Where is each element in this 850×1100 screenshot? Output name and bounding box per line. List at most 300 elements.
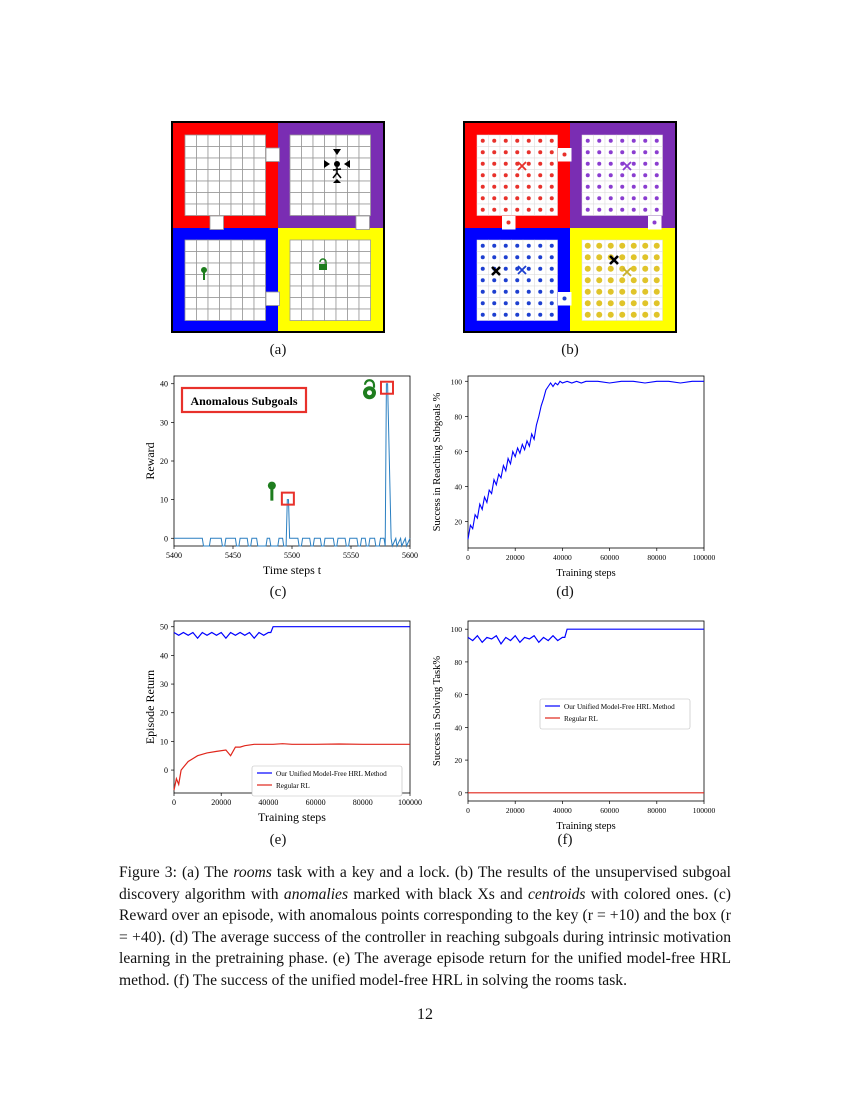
state-dot [527, 278, 531, 282]
grid-cell [313, 170, 325, 182]
subgoal-discovery-panel [462, 120, 678, 334]
x-axis-label: Training steps [556, 568, 616, 579]
grid-cell [243, 204, 255, 216]
grid-cell [254, 252, 266, 264]
figure-caption [119, 862, 731, 991]
state-dot [492, 208, 496, 212]
state-dot [515, 150, 519, 154]
state-dot [655, 173, 659, 177]
x-tick-label: 0 [172, 798, 176, 807]
legend-entry: Regular RL [564, 715, 598, 723]
y-tick-label: 60 [454, 690, 462, 700]
plot-frame [468, 376, 704, 548]
grid-cell [313, 158, 325, 170]
grid-cell [313, 204, 325, 216]
state-dot [504, 196, 508, 200]
state-dot [504, 162, 508, 166]
state-dot [643, 185, 647, 189]
state-dot [609, 162, 613, 166]
grid-cell [208, 263, 220, 275]
grid-cell [197, 298, 209, 310]
grid-cell [231, 181, 243, 193]
state-dot [643, 196, 647, 200]
state-dot [515, 290, 519, 294]
state-dot [504, 244, 508, 248]
grid-cell [290, 158, 302, 170]
x-tick-label: 40000 [553, 553, 572, 562]
grid-cell [243, 135, 255, 147]
grid-cell [197, 240, 209, 252]
state-dot [608, 243, 614, 249]
grid-cell [290, 309, 302, 321]
grid-cell [302, 158, 314, 170]
grid-cell [336, 298, 348, 310]
grid-cell [359, 158, 371, 170]
state-dot [596, 300, 602, 306]
grid-cell [220, 204, 232, 216]
grid-cell [197, 170, 209, 182]
state-dot [631, 289, 637, 295]
subgoal-success-chart [428, 368, 716, 583]
state-dot [563, 153, 567, 157]
state-dot [527, 185, 531, 189]
grid-cell [208, 309, 220, 321]
state-dot [504, 313, 508, 317]
state-dot [550, 313, 554, 317]
legend-entry: Our Unified Model-Free HRL Method [564, 703, 675, 711]
panel-label-d: (d) [556, 584, 574, 600]
state-dot [563, 297, 567, 301]
grid-cell [313, 181, 325, 193]
state-dot [504, 139, 508, 143]
lock-icon [363, 380, 376, 399]
doorway-cell [266, 148, 280, 162]
panel-label-f: (f) [557, 832, 573, 848]
grid-cell [290, 286, 302, 298]
reward-chart [140, 368, 418, 583]
state-dot [550, 301, 554, 305]
grid-cell [243, 286, 255, 298]
grid-cell [197, 158, 209, 170]
state-dot [608, 289, 614, 295]
grid-cell [348, 263, 360, 275]
doorway-cell [210, 216, 224, 230]
state-dot [654, 312, 660, 318]
state-dot [585, 277, 591, 283]
x-tick-label: 5400 [166, 551, 182, 560]
state-dot [654, 289, 660, 295]
state-dot [586, 208, 590, 212]
key-anomaly-marker [282, 493, 294, 505]
state-dot [550, 244, 554, 248]
state-dot [632, 150, 636, 154]
state-dot [643, 150, 647, 154]
grid-cell [220, 181, 232, 193]
grid-cell [208, 170, 220, 182]
grid-cell [185, 158, 197, 170]
y-tick-label: 40 [454, 482, 462, 492]
state-dot [538, 173, 542, 177]
state-dot [492, 162, 496, 166]
y-tick-label: 20 [454, 517, 462, 527]
state-dot [481, 255, 485, 259]
state-dot [632, 185, 636, 189]
state-dot [504, 185, 508, 189]
grid-cell [359, 135, 371, 147]
state-dot [655, 150, 659, 154]
grid-cell [197, 204, 209, 216]
y-axis-label: Success in Reaching Subgoals % [432, 392, 443, 532]
state-dot [585, 300, 591, 306]
grid-cell [185, 275, 197, 287]
grid-cell [254, 204, 266, 216]
state-dot [492, 139, 496, 143]
state-dot [538, 301, 542, 305]
state-dot [585, 289, 591, 295]
state-dot [515, 301, 519, 305]
x-tick-label: 60000 [600, 806, 619, 815]
state-dot [527, 244, 531, 248]
grid-cell [197, 135, 209, 147]
state-dot [585, 254, 591, 260]
series-line-1 [174, 627, 410, 639]
grid-cell [254, 135, 266, 147]
x-tick-label: 5450 [225, 551, 241, 560]
grid-cell [243, 275, 255, 287]
series-line-1 [468, 381, 704, 539]
y-tick-label: 10 [160, 495, 168, 505]
state-dot [608, 277, 614, 283]
state-dot [550, 278, 554, 282]
series-line-1 [468, 629, 704, 644]
panel-label-a: (a) [269, 342, 287, 358]
state-dot [527, 139, 531, 143]
grid-cell [336, 309, 348, 321]
grid-cell [208, 275, 220, 287]
grid-cell [220, 158, 232, 170]
state-dot [631, 312, 637, 318]
grid-cell [185, 252, 197, 264]
grid-cell [254, 275, 266, 287]
grid-cell [220, 193, 232, 205]
state-dot [538, 290, 542, 294]
state-dot [492, 185, 496, 189]
state-dot [609, 208, 613, 212]
state-dot [654, 254, 660, 260]
y-tick-label: 30 [160, 680, 168, 690]
state-dot [643, 139, 647, 143]
state-dot [492, 290, 496, 294]
grid-cell [220, 147, 232, 159]
state-dot [550, 208, 554, 212]
state-dot [504, 208, 508, 212]
state-dot [653, 221, 657, 225]
state-dot [632, 196, 636, 200]
grid-cell [231, 204, 243, 216]
grid-cell [185, 240, 197, 252]
state-dot [481, 290, 485, 294]
grid-cell [231, 252, 243, 264]
state-dot [620, 196, 624, 200]
x-tick-label: 100000 [692, 553, 716, 562]
state-dot [609, 173, 613, 177]
state-dot [538, 255, 542, 259]
grid-cell [220, 240, 232, 252]
state-dot [504, 255, 508, 259]
state-dot [586, 150, 590, 154]
x-tick-label: 5550 [343, 551, 359, 560]
state-dot [492, 244, 496, 248]
state-dot [515, 139, 519, 143]
state-dot [596, 312, 602, 318]
state-dot [492, 278, 496, 282]
grid-cell [197, 147, 209, 159]
state-dot [620, 150, 624, 154]
grid-cell [220, 286, 232, 298]
state-dot [609, 196, 613, 200]
state-dot [655, 185, 659, 189]
state-dot [631, 243, 637, 249]
grid-cell [208, 240, 220, 252]
grid-cell [302, 170, 314, 182]
state-dot [619, 254, 625, 260]
x-axis-label: Training steps [556, 821, 616, 832]
grid-cell [348, 286, 360, 298]
x-axis-label: Time steps t [262, 563, 322, 577]
y-tick-label: 30 [160, 418, 168, 428]
grid-cell [220, 275, 232, 287]
grid-cell [185, 263, 197, 275]
caption-centroids: centroids [528, 885, 586, 903]
x-tick-label: 20000 [505, 806, 525, 815]
state-dot [586, 196, 590, 200]
y-tick-label: 40 [454, 723, 462, 733]
grid-cell [290, 298, 302, 310]
grid-cell [302, 193, 314, 205]
grid-cell [254, 309, 266, 321]
state-dot [550, 255, 554, 259]
grid-cell [359, 298, 371, 310]
state-dot [481, 244, 485, 248]
x-tick-label: 100000 [692, 806, 716, 815]
grid-cell [302, 309, 314, 321]
state-dot [619, 289, 625, 295]
grid-cell [197, 193, 209, 205]
state-dot [481, 196, 485, 200]
legend-entry: Our Unified Model-Free HRL Method [276, 770, 387, 778]
grid-cell [185, 135, 197, 147]
grid-cell [348, 252, 360, 264]
grid-cell [325, 204, 337, 216]
state-dot [538, 196, 542, 200]
state-dot [631, 300, 637, 306]
grid-cell [290, 193, 302, 205]
grid-cell [254, 286, 266, 298]
grid-cell [243, 170, 255, 182]
state-dot [620, 173, 624, 177]
grid-cell [254, 170, 266, 182]
grid-cell [302, 147, 314, 159]
grid-cell [336, 252, 348, 264]
state-dot [654, 300, 660, 306]
grid-cell [359, 204, 371, 216]
state-dot [550, 150, 554, 154]
y-tick-label: 80 [454, 657, 462, 667]
state-dot [632, 173, 636, 177]
state-dot [515, 313, 519, 317]
caption-text: task with a key and a lock. (b) The results of the unsupervised subgoal discovery algorithm with [119, 864, 732, 903]
state-dot [585, 312, 591, 318]
grid-cell [290, 147, 302, 159]
grid-cell [254, 263, 266, 275]
grid-cell [231, 147, 243, 159]
doorway-cell [266, 292, 280, 306]
state-dot [550, 162, 554, 166]
y-tick-label: 80 [454, 412, 462, 422]
y-tick-label: 50 [160, 622, 168, 632]
episode-return-chart [140, 615, 422, 830]
state-dot [642, 254, 648, 260]
state-dot [515, 278, 519, 282]
grid-cell [313, 275, 325, 287]
state-dot [597, 139, 601, 143]
grid-cell [290, 263, 302, 275]
state-dot [655, 139, 659, 143]
state-dot [620, 185, 624, 189]
state-dot [550, 185, 554, 189]
state-dot [515, 244, 519, 248]
state-dot [550, 290, 554, 294]
grid-cell [231, 240, 243, 252]
grid-cell [336, 286, 348, 298]
grid-cell [243, 240, 255, 252]
state-dot [492, 150, 496, 154]
grid-cell [325, 298, 337, 310]
grid-cell [302, 263, 314, 275]
grid-cell [313, 252, 325, 264]
state-dot [608, 266, 614, 272]
state-dot [492, 255, 496, 259]
grid-cell [348, 298, 360, 310]
grid-cell [208, 147, 220, 159]
y-axis-label: Episode Return [143, 669, 157, 745]
state-dot [507, 221, 511, 225]
grid-cell [359, 240, 371, 252]
state-dot [597, 150, 601, 154]
grid-cell [197, 275, 209, 287]
legend-entry: Regular RL [276, 782, 310, 790]
state-dot [538, 244, 542, 248]
state-dot [527, 208, 531, 212]
grid-cell [313, 309, 325, 321]
y-tick-label: 0 [164, 766, 168, 776]
grid-cell [220, 170, 232, 182]
state-dot [632, 139, 636, 143]
y-tick-label: 10 [160, 737, 168, 747]
grid-cell [290, 252, 302, 264]
state-dot [504, 301, 508, 305]
state-dot [597, 162, 601, 166]
state-dot [527, 162, 531, 166]
state-dot [492, 313, 496, 317]
grid-cell [359, 252, 371, 264]
x-tick-label: 80000 [352, 798, 373, 807]
grid-cell [208, 158, 220, 170]
grid-cell [197, 309, 209, 321]
y-tick-label: 100 [450, 625, 462, 635]
x-tick-label: 20000 [505, 553, 525, 562]
grid-cell [185, 193, 197, 205]
grid-cell [336, 275, 348, 287]
x-tick-label: 20000 [211, 798, 232, 807]
grid-cell [231, 275, 243, 287]
grid-cell [231, 263, 243, 275]
x-tick-label: 0 [466, 806, 470, 815]
grid-cell [290, 275, 302, 287]
grid-cell [302, 252, 314, 264]
state-dot [550, 139, 554, 143]
state-dot [515, 208, 519, 212]
state-dot [597, 173, 601, 177]
anomaly-callout-text: Anomalous Subgoals [190, 394, 298, 408]
grid-cell [208, 193, 220, 205]
grid-cell [197, 286, 209, 298]
state-dot [619, 243, 625, 249]
grid-cell [336, 204, 348, 216]
grid-cell [254, 193, 266, 205]
caption-label: Figure 3: [119, 864, 177, 881]
state-dot [642, 277, 648, 283]
state-dot [619, 312, 625, 318]
doorway-cell [356, 216, 370, 230]
state-dot [538, 278, 542, 282]
state-dot [643, 208, 647, 212]
state-dot [538, 150, 542, 154]
state-dot [504, 278, 508, 282]
state-dot [609, 185, 613, 189]
state-dot [585, 243, 591, 249]
grid-cell [185, 181, 197, 193]
grid-cell [348, 275, 360, 287]
state-dot [608, 300, 614, 306]
caption-text: (a) The [176, 864, 234, 881]
state-dot [608, 312, 614, 318]
panel-label-e: (e) [269, 832, 287, 848]
grid-cell [208, 181, 220, 193]
panel-label-b: (b) [561, 342, 579, 358]
x-tick-label: 60000 [600, 553, 619, 562]
panel-label-c: (c) [269, 584, 287, 600]
x-tick-label: 40000 [258, 798, 279, 807]
page-number: 12 [417, 1006, 433, 1023]
state-dot [538, 139, 542, 143]
state-dot [481, 267, 485, 271]
state-dot [619, 300, 625, 306]
grid-cell [208, 204, 220, 216]
state-dot [631, 254, 637, 260]
state-dot [596, 277, 602, 283]
y-tick-label: 0 [164, 534, 168, 544]
grid-cell [336, 263, 348, 275]
grid-cell [243, 309, 255, 321]
caption-text: with colored ones. (c) Reward over an episode, with anomalous points corresponding to the key (r = +10) and the box (r = +40). (d) The average success of the controller in reaching subgoals during intrinsic motivation learning in the pretraining phase. (e) The average episode return for the unified model-free HRL method. (f) The success of the unified model-free HRL in solving the rooms task. [119, 885, 731, 989]
state-dot [481, 162, 485, 166]
grid-cell [325, 309, 337, 321]
state-dot [527, 196, 531, 200]
state-dot [586, 139, 590, 143]
grid-cell [243, 181, 255, 193]
state-dot [596, 254, 602, 260]
